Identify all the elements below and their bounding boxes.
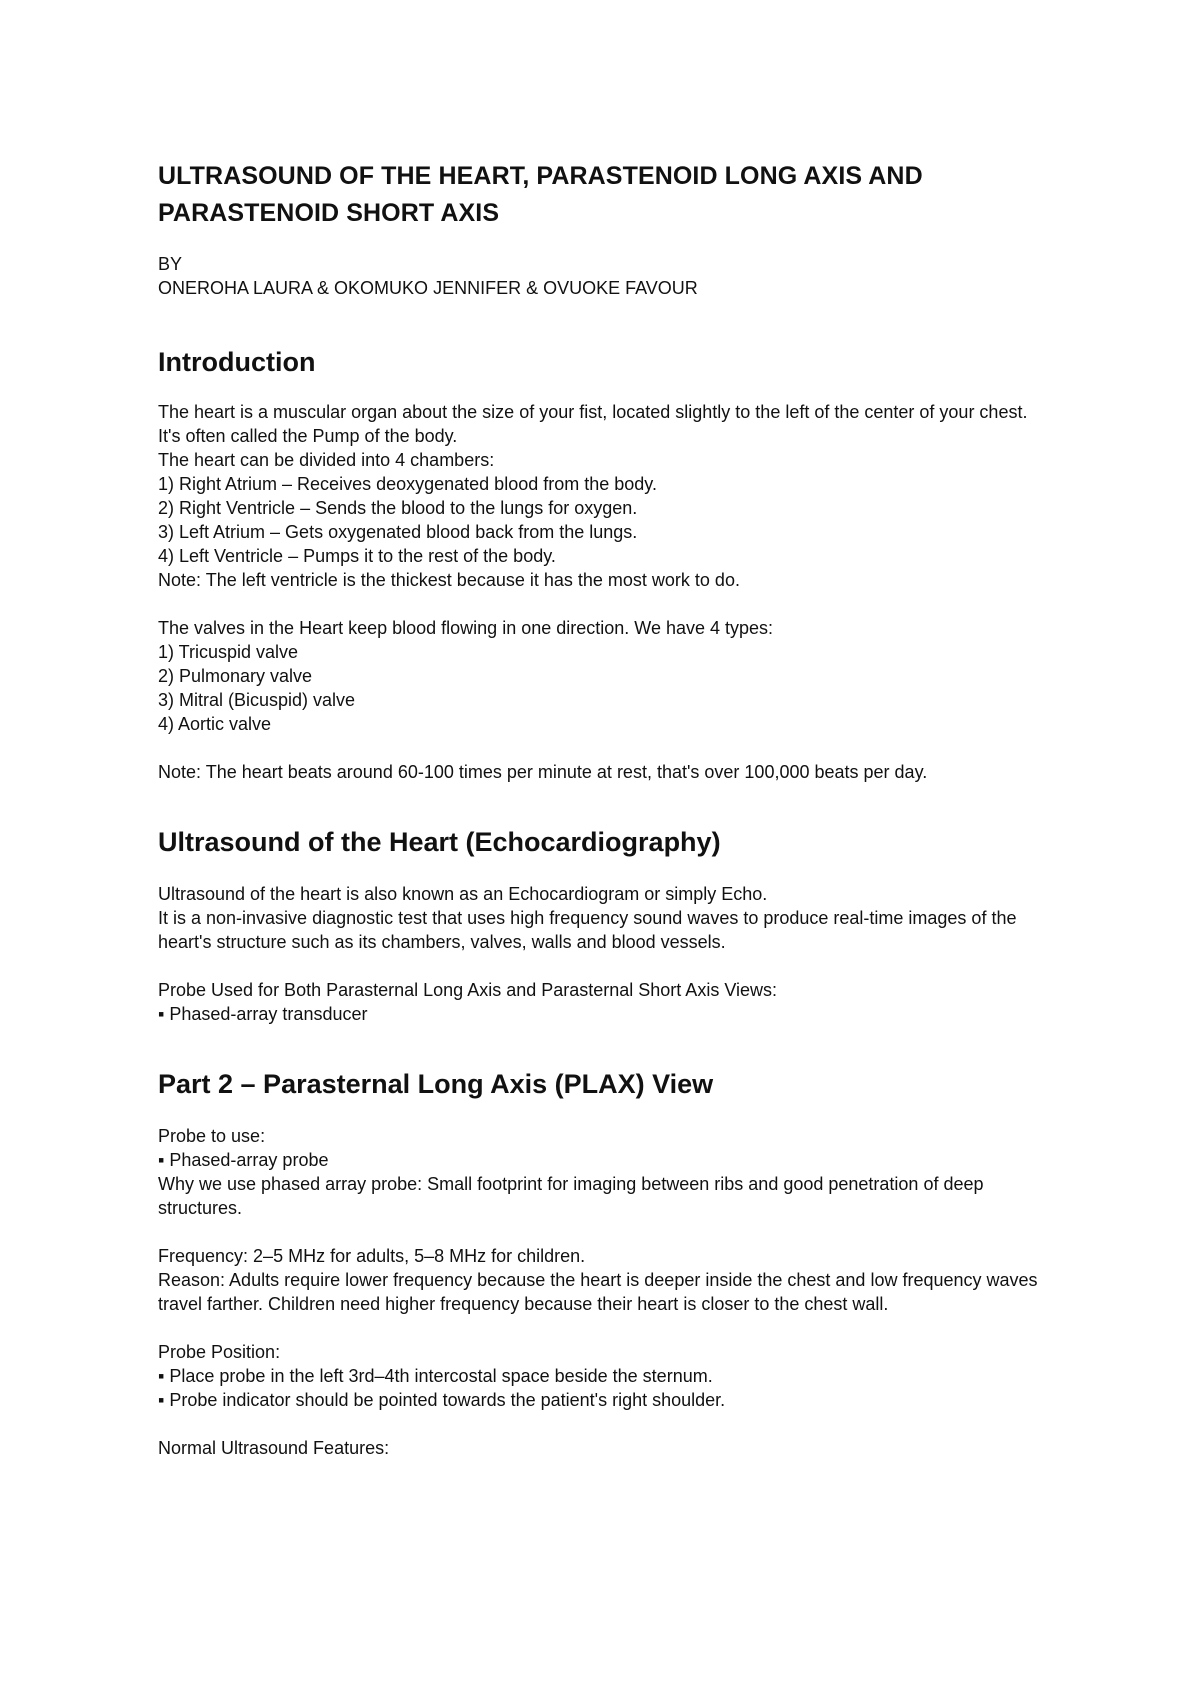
valve-item: 2) Pulmonary valve — [158, 666, 313, 686]
echo-heading: Ultrasound of the Heart (Echocardiography) — [158, 827, 721, 857]
plax-why: Why we use phased array probe: Small footprint for imaging between ribs and good penetration of deep structures. — [158, 1174, 984, 1218]
plax-position-item: ▪ Place probe in the left 3rd–4th intercostal space beside the sternum. — [158, 1366, 713, 1386]
by-label: BY — [158, 254, 183, 274]
plax-frequency: Frequency: 2–5 MHz for adults, 5–8 MHz for children. — [158, 1246, 586, 1266]
chamber-item: 1) Right Atrium – Receives deoxygenated blood from the body. — [158, 474, 657, 494]
chambers-intro: The heart can be divided into 4 chambers: — [158, 450, 495, 470]
authors: ONEROHA LAURA & OKOMUKO JENNIFER & OVUOKE FAVOUR — [158, 278, 698, 298]
document-page — [158, 158, 1058, 1460]
intro-paragraph: The heart is a muscular organ about the size of your fist, located slightly to the left of the center of your chest. It's often called the Pump of the body. — [158, 402, 1028, 446]
chamber-item: 4) Left Ventricle – Pumps it to the rest of the body. — [158, 546, 556, 566]
echo-line-1: Ultrasound of the heart is also known as an Echocardiogram or simply Echo. — [158, 884, 768, 904]
valve-item: 1) Tricuspid valve — [158, 642, 299, 662]
plax-probe-item: ▪ Phased-array probe — [158, 1150, 329, 1170]
plax-probe-label: Probe to use: — [158, 1126, 266, 1146]
plax-reason: Reason: Adults require lower frequency because the heart is deeper inside the chest and low frequency waves travel farther. Children need higher frequency because their heart is closer to the chest wall. — [158, 1270, 1038, 1314]
plax-heading: Part 2 – Parasternal Long Axis (PLAX) View — [158, 1069, 714, 1099]
valves-intro: The valves in the Heart keep blood flowing in one direction. We have 4 types: — [158, 618, 774, 638]
introduction-heading: Introduction — [158, 347, 316, 377]
echo-probe-label: Probe Used for Both Parasternal Long Axis and Parasternal Short Axis Views: — [158, 980, 778, 1000]
valve-item: 4) Aortic valve — [158, 714, 272, 734]
echo-probe-item: ▪ Phased-array transducer — [158, 1004, 368, 1024]
document-title: ULTRASOUND OF THE HEART, PARASTENOID LONG AXIS AND PARASTENOID SHORT AXIS — [158, 162, 923, 227]
chamber-item: 2) Right Ventricle – Sends the blood to the lungs for oxygen. — [158, 498, 638, 518]
plax-features-label: Normal Ultrasound Features: — [158, 1438, 390, 1458]
chamber-item: 3) Left Atrium – Gets oxygenated blood back from the lungs. — [158, 522, 638, 542]
byline — [158, 252, 1058, 300]
beats-note: Note: The heart beats around 60-100 times per minute at rest, that's over 100,000 beats per day. — [158, 762, 928, 782]
valve-item: 3) Mitral (Bicuspid) valve — [158, 690, 356, 710]
plax-position-item: ▪ Probe indicator should be pointed towards the patient's right shoulder. — [158, 1390, 726, 1410]
plax-position-label: Probe Position: — [158, 1342, 281, 1362]
chambers-note: Note: The left ventricle is the thickest because it has the most work to do. — [158, 570, 740, 590]
echo-line-2: It is a non-invasive diagnostic test that uses high frequency sound waves to produce real-time images of the heart's structure such as its chambers, valves, walls and blood vessels. — [158, 908, 1017, 952]
